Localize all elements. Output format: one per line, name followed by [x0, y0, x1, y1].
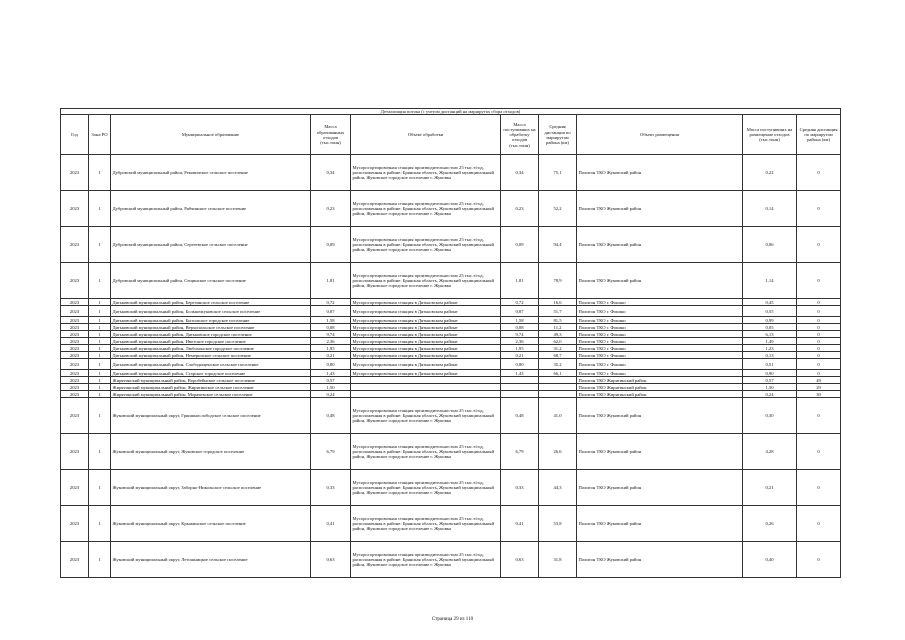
year-cell: 2023 — [61, 398, 89, 434]
column-header: Объект размещения — [577, 115, 743, 155]
distance-cell: 44,3 — [539, 470, 577, 506]
processed-mass-cell — [501, 384, 539, 391]
processing-object-cell: Мусоросортировочная станция в Дятьковском районе — [351, 338, 501, 345]
municipality-cell: Дятьковский муниципальный район, Старское городское поселение — [111, 370, 311, 377]
processed-mass-cell: 6,79 — [501, 434, 539, 470]
zone-cell: 1 — [89, 470, 111, 506]
year-cell: 2023 — [61, 155, 89, 191]
zone-cell: 1 — [89, 384, 111, 391]
zone-cell: 1 — [89, 352, 111, 359]
mass-cell: 0,63 — [311, 542, 351, 578]
year-cell: 2023 — [61, 352, 89, 359]
zone-cell: 1 — [89, 359, 111, 370]
year-cell: 2023 — [61, 227, 89, 263]
mass-cell: 9,74 — [311, 331, 351, 338]
page-footer: Страница 29 из 110 — [431, 617, 474, 622]
mass-cell: 0,33 — [311, 470, 351, 506]
processing-object-cell — [351, 391, 501, 398]
disposed-mass-cell: 0,21 — [743, 470, 797, 506]
processing-object-cell: Мусоросортировочная станция в Дятьковском районе — [351, 306, 501, 317]
distance-cell — [539, 377, 577, 384]
processed-mass-cell: 0,63 — [501, 542, 539, 578]
disposal-object-cell: Полигон ТКО Жуковский район — [577, 227, 743, 263]
processed-mass-cell: 9,74 — [501, 331, 539, 338]
mass-cell: 1,95 — [311, 345, 351, 352]
disposal-object-cell: Полигон ТКО Жуковский район — [577, 506, 743, 542]
distance-cell: 53,8 — [539, 506, 577, 542]
disposal-distance-cell: 0 — [797, 191, 841, 227]
processing-object-cell: Мусоросортировочная станция производительностью 25 тыс.т/год, расположенная в районе: Брянская область, Жуковский муниципальный район, Жуковское городское поселение г. Жуковка — [351, 191, 501, 227]
disposed-mass-cell: 0,14 — [743, 191, 797, 227]
document-page — [60, 108, 838, 578]
mass-cell: 0,08 — [311, 324, 351, 331]
disposed-mass-cell: 0,24 — [743, 391, 797, 398]
table-row — [61, 470, 841, 506]
processing-object-cell — [351, 384, 501, 391]
disposal-distance-cell: 0 — [797, 155, 841, 191]
processing-object-cell: Мусоросортировочная станция в Дятьковском районе — [351, 317, 501, 324]
processing-object-cell: Мусоросортировочная станция в Дятьковском районе — [351, 352, 501, 359]
table-row — [61, 191, 841, 227]
processing-object-cell: Мусоросортировочная станция в Дятьковском районе — [351, 324, 501, 331]
municipality-cell: Жирятинский муниципальный район, Морачевское сельское поселение — [111, 391, 311, 398]
disposal-object-cell: Полигон ТКО г. Фокино — [577, 370, 743, 377]
mass-cell: 0,23 — [311, 191, 351, 227]
mass-cell: 0,24 — [311, 391, 351, 398]
disposed-mass-cell: 0,30 — [743, 398, 797, 434]
distance-cell: 62,0 — [539, 338, 577, 345]
year-cell: 2023 — [61, 299, 89, 306]
processing-object-cell: Мусоросортировочная станция в Дятьковском районе — [351, 359, 501, 370]
disposal-distance-cell: 0 — [797, 506, 841, 542]
zone-cell: 1 — [89, 434, 111, 470]
disposal-distance-cell: 29 — [797, 384, 841, 391]
disposal-distance-cell: 30 — [797, 391, 841, 398]
processed-mass-cell: 0,80 — [501, 359, 539, 370]
distance-cell: 35,2 — [539, 359, 577, 370]
disposed-mass-cell: 0,13 — [743, 352, 797, 359]
table-body — [61, 155, 841, 578]
mass-cell: 0,87 — [311, 306, 351, 317]
disposed-mass-cell: 0,05 — [743, 324, 797, 331]
processed-mass-cell: 0,23 — [501, 191, 539, 227]
disposal-distance-cell: 0 — [797, 338, 841, 345]
distance-cell: 31,8 — [539, 542, 577, 578]
zone-cell: 1 — [89, 191, 111, 227]
processing-object-cell — [351, 377, 501, 384]
table-row — [61, 155, 841, 191]
column-header: Масса образованных отходов (тыс.тонн) — [311, 115, 351, 155]
disposal-object-cell: Полигон ТКО Жуковский район — [577, 263, 743, 299]
zone-cell: 1 — [89, 306, 111, 317]
disposed-mass-cell: 0,06 — [743, 227, 797, 263]
disposed-mass-cell: 0,55 — [743, 306, 797, 317]
year-cell: 2023 — [61, 542, 89, 578]
table-row — [61, 434, 841, 470]
processing-object-cell: Мусоросортировочная станция производительностью 25 тыс.т/год, расположенная в районе: Брянская область, Жуковский муниципальный район, Жуковское городское поселение г. Жуковка — [351, 155, 501, 191]
distance-cell: 94,4 — [539, 227, 577, 263]
disposal-object-cell: Полигон ТКО г. Фокино — [577, 338, 743, 345]
table-row — [61, 324, 841, 331]
zone-cell: 1 — [89, 338, 111, 345]
zone-cell: 1 — [89, 391, 111, 398]
disposal-object-cell: Полигон ТКО Жуковский район — [577, 434, 743, 470]
disposed-mass-cell: 0,45 — [743, 299, 797, 306]
municipality-cell: Жуковский муниципальный округ, Заборно-Никольское сельское поселение — [111, 470, 311, 506]
table-row — [61, 299, 841, 306]
zone-cell: 1 — [89, 227, 111, 263]
processing-object-cell: Мусоросортировочная станция производительностью 25 тыс.т/год, расположенная в районе: Брянская область, Жуковский муниципальный район, Жуковское городское поселение г. Жуковка — [351, 398, 501, 434]
zone-cell: 1 — [89, 299, 111, 306]
table-row — [61, 306, 841, 317]
disposed-mass-cell: 1,49 — [743, 338, 797, 345]
mass-cell: 0,21 — [311, 352, 351, 359]
distance-cell: 41,0 — [539, 398, 577, 434]
mass-cell: 0,09 — [311, 227, 351, 263]
disposal-object-cell: Полигон ТКО г. Фокино — [577, 306, 743, 317]
disposed-mass-cell: 6,13 — [743, 331, 797, 338]
municipality-cell: Дятьковский муниципальный район, Немеричское сельское поселение — [111, 352, 311, 359]
table-row — [61, 263, 841, 299]
zone-cell: 1 — [89, 370, 111, 377]
disposal-distance-cell: 0 — [797, 359, 841, 370]
municipality-cell: Жуковский муниципальный округ, Жуковское городское поселение — [111, 434, 311, 470]
municipality-cell: Дубровский муниципальный район, Сещинское сельское поселение — [111, 263, 311, 299]
disposed-mass-cell: 0,26 — [743, 506, 797, 542]
disposal-object-cell: Полигон ТКО Жирятинский район — [577, 377, 743, 384]
table-row — [61, 331, 841, 338]
municipality-cell: Дятьковский муниципальный район, Слободищенское сельское поселение — [111, 359, 311, 370]
processing-object-cell: Мусоросортировочная станция производительностью 25 тыс.т/год, расположенная в районе: Брянская область, Жуковский муниципальный район, Жуковское городское поселение г. Жуковка — [351, 470, 501, 506]
distance-cell: 68,7 — [539, 352, 577, 359]
column-header: Средняя дистанция по маршрутам района (км) — [797, 115, 841, 155]
disposal-distance-cell: 0 — [797, 352, 841, 359]
processed-mass-cell: 1,43 — [501, 370, 539, 377]
municipality-cell: Дятьковский муниципальный район, Березинское сельское поселение — [111, 299, 311, 306]
zone-cell: 1 — [89, 542, 111, 578]
municipality-cell: Дятьковский муниципальный район, Ивотское городское поселение — [111, 338, 311, 345]
year-cell: 2023 — [61, 434, 89, 470]
processed-mass-cell: 0,34 — [501, 155, 539, 191]
municipality-cell: Дятьковский муниципальный район, Большежуковское сельское поселение — [111, 306, 311, 317]
disposal-object-cell: Полигон ТКО Жуковский район — [577, 155, 743, 191]
disposed-mass-cell: 1,50 — [743, 384, 797, 391]
processing-object-cell: Мусоросортировочная станция производительностью 25 тыс.т/год, расположенная в районе: Брянская область, Жуковский муниципальный район, Жуковское городское поселение г. Жуковка — [351, 227, 501, 263]
year-cell: 2023 — [61, 370, 89, 377]
mass-cell: 0,72 — [311, 299, 351, 306]
disposal-object-cell: Полигон ТКО г. Фокино — [577, 359, 743, 370]
municipality-cell: Дятьковский муниципальный район, Бытошское городское поселение — [111, 317, 311, 324]
zone-cell: 1 — [89, 317, 111, 324]
mass-cell: 0,80 — [311, 359, 351, 370]
processing-object-cell: Мусоросортировочная станция в Дятьковском районе — [351, 370, 501, 377]
disposed-mass-cell: 0,40 — [743, 542, 797, 578]
year-cell: 2023 — [61, 263, 89, 299]
zone-cell: 1 — [89, 506, 111, 542]
year-cell: 2023 — [61, 470, 89, 506]
mass-cell: 1,58 — [311, 317, 351, 324]
processed-mass-cell: 0,09 — [501, 227, 539, 263]
municipality-cell: Дятьковский муниципальный район, Верхопольское сельское поселение — [111, 324, 311, 331]
mass-cell: 0,41 — [311, 506, 351, 542]
table-banner: Детализация потока (с учетом дистанций на маршрутах сбора отходов) — [61, 109, 841, 115]
processed-mass-cell: 0,08 — [501, 324, 539, 331]
distance-cell — [539, 391, 577, 398]
municipality-cell: Дубровский муниципальный район, Рековичское сельское поселение — [111, 155, 311, 191]
processing-object-cell: Мусоросортировочная станция в Дятьковском районе — [351, 331, 501, 338]
table-row — [61, 227, 841, 263]
disposal-distance-cell: 0 — [797, 398, 841, 434]
disposal-object-cell: Полигон ТКО г. Фокино — [577, 331, 743, 338]
disposal-object-cell: Полигон ТКО г. Фокино — [577, 299, 743, 306]
disposal-object-cell: Полигон ТКО г. Фокино — [577, 324, 743, 331]
disposal-object-cell: Полигон ТКО г. Фокино — [577, 317, 743, 324]
disposed-mass-cell: 1,14 — [743, 263, 797, 299]
zone-cell: 1 — [89, 331, 111, 338]
disposal-object-cell: Полигон ТКО Жуковский район — [577, 542, 743, 578]
distance-cell: 66,1 — [539, 370, 577, 377]
table-row — [61, 352, 841, 359]
header-row — [61, 115, 841, 155]
processed-mass-cell: 0,72 — [501, 299, 539, 306]
table-row — [61, 391, 841, 398]
municipality-cell: Жуковский муниципальный округ, Крыжинское сельское поселение — [111, 506, 311, 542]
municipality-cell: Жирятинский муниципальный район, Жирятинское сельское поселение — [111, 384, 311, 391]
municipality-cell: Дятьковский муниципальный район, Дятьковское городское поселение — [111, 331, 311, 338]
mass-cell: 1,43 — [311, 370, 351, 377]
table-row — [61, 338, 841, 345]
disposal-distance-cell: 0 — [797, 317, 841, 324]
year-cell: 2023 — [61, 359, 89, 370]
table-row — [61, 398, 841, 434]
disposal-distance-cell: 0 — [797, 470, 841, 506]
column-header: Средняя дистанция по маршрутам района (км) — [539, 115, 577, 155]
mass-cell: 0,48 — [311, 398, 351, 434]
zone-cell: 1 — [89, 263, 111, 299]
disposed-mass-cell: 0,99 — [743, 317, 797, 324]
processing-object-cell: Мусоросортировочная станция производительностью 25 тыс.т/год, расположенная в районе: Брянская область, Жуковский муниципальный район, Жуковское городское поселение г. Жуковка — [351, 434, 501, 470]
disposal-distance-cell: 0 — [797, 324, 841, 331]
disposal-object-cell: Полигон ТКО Жирятинский район — [577, 391, 743, 398]
table-row — [61, 317, 841, 324]
year-cell: 2023 — [61, 377, 89, 384]
disposed-mass-cell: 1,23 — [743, 345, 797, 352]
processed-mass-cell — [501, 377, 539, 384]
zone-cell: 1 — [89, 324, 111, 331]
disposal-distance-cell: 0 — [797, 306, 841, 317]
disposal-distance-cell: 0 — [797, 331, 841, 338]
year-cell: 2023 — [61, 324, 89, 331]
table-row — [61, 506, 841, 542]
disposal-distance-cell: 0 — [797, 345, 841, 352]
mass-cell: 2,36 — [311, 338, 351, 345]
mass-cell: 0,57 — [311, 377, 351, 384]
distance-cell: 51,7 — [539, 306, 577, 317]
disposal-distance-cell: 0 — [797, 227, 841, 263]
processing-object-cell: Мусоросортировочная станция производительностью 25 тыс.т/год, расположенная в районе: Брянская область, Жуковский муниципальный район, Жуковское городское поселение г. Жуковка — [351, 542, 501, 578]
year-cell: 2023 — [61, 191, 89, 227]
table-row — [61, 359, 841, 370]
mass-cell: 1,50 — [311, 384, 351, 391]
table-row — [61, 377, 841, 384]
municipality-cell: Жуковский муниципальный округ, Летошницкое сельское поселение — [111, 542, 311, 578]
year-cell: 2023 — [61, 391, 89, 398]
year-cell: 2023 — [61, 384, 89, 391]
year-cell: 2023 — [61, 345, 89, 352]
distance-cell: 78,9 — [539, 263, 577, 299]
processing-object-cell: Мусоросортировочная станция производительностью 25 тыс.т/год, расположенная в районе: Брянская область, Жуковский муниципальный район, Жуковское городское поселение г. Жуковка — [351, 506, 501, 542]
column-header: Зона РО — [89, 115, 111, 155]
zone-cell: 1 — [89, 155, 111, 191]
mass-cell: 6,79 — [311, 434, 351, 470]
distance-cell: 16,6 — [539, 299, 577, 306]
distance-cell: 11,2 — [539, 324, 577, 331]
distance-cell: 52,2 — [539, 191, 577, 227]
zone-cell: 1 — [89, 345, 111, 352]
zone-cell: 1 — [89, 377, 111, 384]
disposed-mass-cell: 0,51 — [743, 359, 797, 370]
distance-cell: 81,5 — [539, 317, 577, 324]
processed-mass-cell: 0,87 — [501, 306, 539, 317]
processed-mass-cell: 1,95 — [501, 345, 539, 352]
table-row — [61, 384, 841, 391]
processing-object-cell: Мусоросортировочная станция в Дятьковском районе — [351, 345, 501, 352]
disposed-mass-cell: 0,57 — [743, 377, 797, 384]
disposed-mass-cell: 0,90 — [743, 370, 797, 377]
municipality-cell: Дубровский муниципальный район, Рябчинское сельское поселение — [111, 191, 311, 227]
disposal-object-cell: Полигон ТКО г. Фокино — [577, 352, 743, 359]
mass-cell: 0,34 — [311, 155, 351, 191]
processed-mass-cell: 1,81 — [501, 263, 539, 299]
waste-flow-table — [60, 108, 841, 578]
table-row — [61, 370, 841, 377]
distance-cell: 75,1 — [539, 155, 577, 191]
processed-mass-cell: 2,36 — [501, 338, 539, 345]
processed-mass-cell: 0,41 — [501, 506, 539, 542]
municipality-cell: Дубровский муниципальный район, Сергеевское сельское поселение — [111, 227, 311, 263]
processed-mass-cell: 1,58 — [501, 317, 539, 324]
processed-mass-cell: 0,48 — [501, 398, 539, 434]
disposal-distance-cell: 49 — [797, 377, 841, 384]
disposal-distance-cell: 0 — [797, 370, 841, 377]
disposal-distance-cell: 0 — [797, 299, 841, 306]
year-cell: 2023 — [61, 506, 89, 542]
disposal-distance-cell: 0 — [797, 434, 841, 470]
column-header: Масса поступивших на обработку отходов (тыс.тонн) — [501, 115, 539, 155]
processed-mass-cell: 0,33 — [501, 470, 539, 506]
disposal-object-cell: Полигон ТКО Жуковский район — [577, 470, 743, 506]
processing-object-cell: Мусоросортировочная станция в Дятьковском районе — [351, 299, 501, 306]
municipality-cell: Жирятинский муниципальный район, Воробейнское сельское поселение — [111, 377, 311, 384]
disposal-object-cell: Полигон ТКО Жирятинский район — [577, 384, 743, 391]
disposal-object-cell: Полигон ТКО Жуковский район — [577, 398, 743, 434]
column-header: Год — [61, 115, 89, 155]
distance-cell — [539, 384, 577, 391]
table-row — [61, 542, 841, 578]
disposed-mass-cell: 0,22 — [743, 155, 797, 191]
municipality-cell: Дятьковский муниципальный район, Любохонское городское поселение — [111, 345, 311, 352]
processed-mass-cell — [501, 391, 539, 398]
column-header: Объект обработки — [351, 115, 501, 155]
disposed-mass-cell: 4,28 — [743, 434, 797, 470]
processing-object-cell: Мусоросортировочная станция производительностью 25 тыс.т/год, расположенная в районе: Брянская область, Жуковский муниципальный район, Жуковское городское поселение г. Жуковка — [351, 263, 501, 299]
zone-cell: 1 — [89, 398, 111, 434]
disposal-object-cell: Полигон ТКО Жуковский район — [577, 191, 743, 227]
disposal-distance-cell: 0 — [797, 263, 841, 299]
year-cell: 2023 — [61, 331, 89, 338]
distance-cell: 49,3 — [539, 331, 577, 338]
column-header: Муниципальное образование — [111, 115, 311, 155]
year-cell: 2023 — [61, 338, 89, 345]
disposal-object-cell: Полигон ТКО г. Фокино — [577, 345, 743, 352]
municipality-cell: Жуковский муниципальный округ, Гришинослободское сельское поселение — [111, 398, 311, 434]
year-cell: 2023 — [61, 317, 89, 324]
disposal-distance-cell: 0 — [797, 542, 841, 578]
processed-mass-cell: 0,21 — [501, 352, 539, 359]
distance-cell: 31,2 — [539, 345, 577, 352]
distance-cell: 26,6 — [539, 434, 577, 470]
year-cell: 2023 — [61, 306, 89, 317]
table-row — [61, 345, 841, 352]
column-header: Масса поступивших на размещение отходов (тыс.тонн) — [743, 115, 797, 155]
mass-cell: 1,81 — [311, 263, 351, 299]
